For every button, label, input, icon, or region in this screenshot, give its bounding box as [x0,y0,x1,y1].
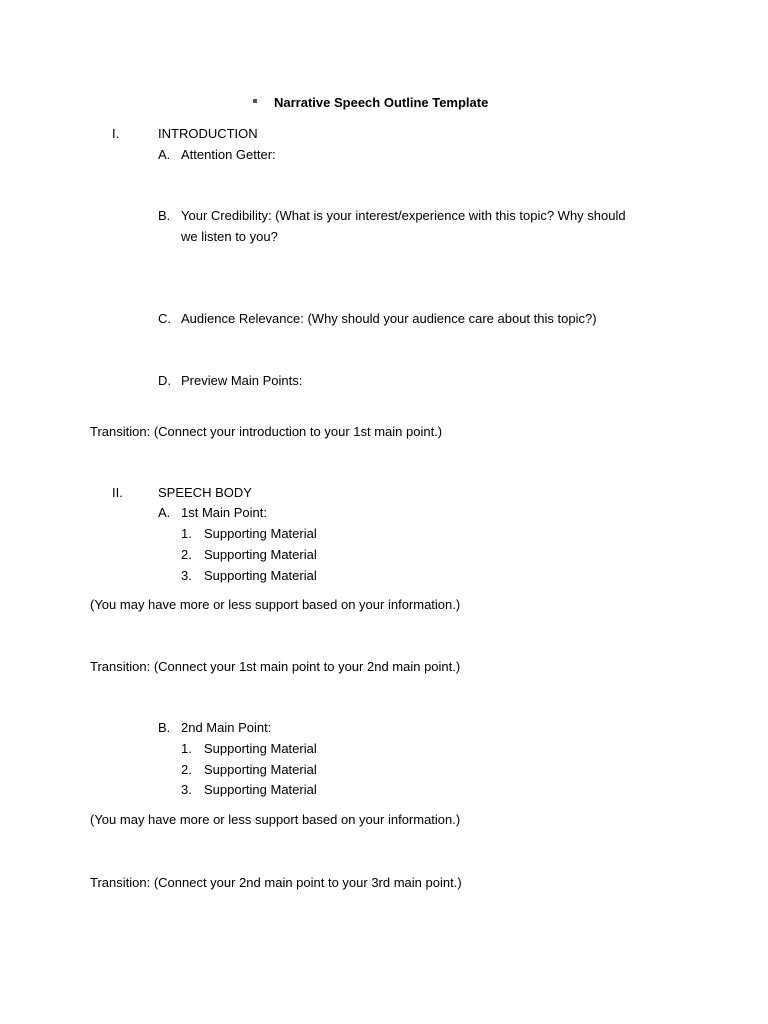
supporting-material: Supporting Material [204,568,317,583]
support-number: 3. [181,568,192,583]
bullet-icon [253,99,257,103]
transition-intro: Transition: (Connect your introduction to your 1st main point.) [90,424,443,439]
item-letter: D. [158,373,171,388]
item-letter: B. [158,720,171,735]
supporting-material: Supporting Material [204,741,317,756]
support-number: 2. [181,762,192,777]
section-numeral-intro: I. [112,126,120,141]
item-credibility-continued: we listen to you? [181,229,278,244]
transition-point-1-to-2: Transition: (Connect your 1st main point to your 2nd main point.) [90,659,461,674]
support-note: (You may have more or less support based on your information.) [90,812,461,827]
support-number: 3. [181,782,192,797]
supporting-material: Supporting Material [204,782,317,797]
item-letter: A. [158,147,171,162]
item-attention-getter: Attention Getter: [181,147,276,162]
section-heading-body: SPEECH BODY [158,485,252,500]
support-number: 2. [181,547,192,562]
main-point-1: 1st Main Point: [181,505,267,520]
section-numeral-body: II. [112,485,123,500]
support-number: 1. [181,741,192,756]
item-letter: A. [158,505,171,520]
section-heading-intro: INTRODUCTION [158,126,258,141]
item-credibility: Your Credibility: (What is your interest/experience with this topic? Why should [181,208,626,223]
item-letter: B. [158,208,171,223]
supporting-material: Supporting Material [204,547,317,562]
supporting-material: Supporting Material [204,762,317,777]
item-preview-main-points: Preview Main Points: [181,373,303,388]
document-title: Narrative Speech Outline Template [274,95,489,110]
supporting-material: Supporting Material [204,526,317,541]
item-audience-relevance: Audience Relevance: (Why should your audience care about this topic?) [181,311,597,326]
main-point-2: 2nd Main Point: [181,720,272,735]
transition-point-2-to-3: Transition: (Connect your 2nd main point to your 3rd main point.) [90,875,462,890]
item-letter: C. [158,311,171,326]
support-note: (You may have more or less support based on your information.) [90,597,461,612]
support-number: 1. [181,526,192,541]
